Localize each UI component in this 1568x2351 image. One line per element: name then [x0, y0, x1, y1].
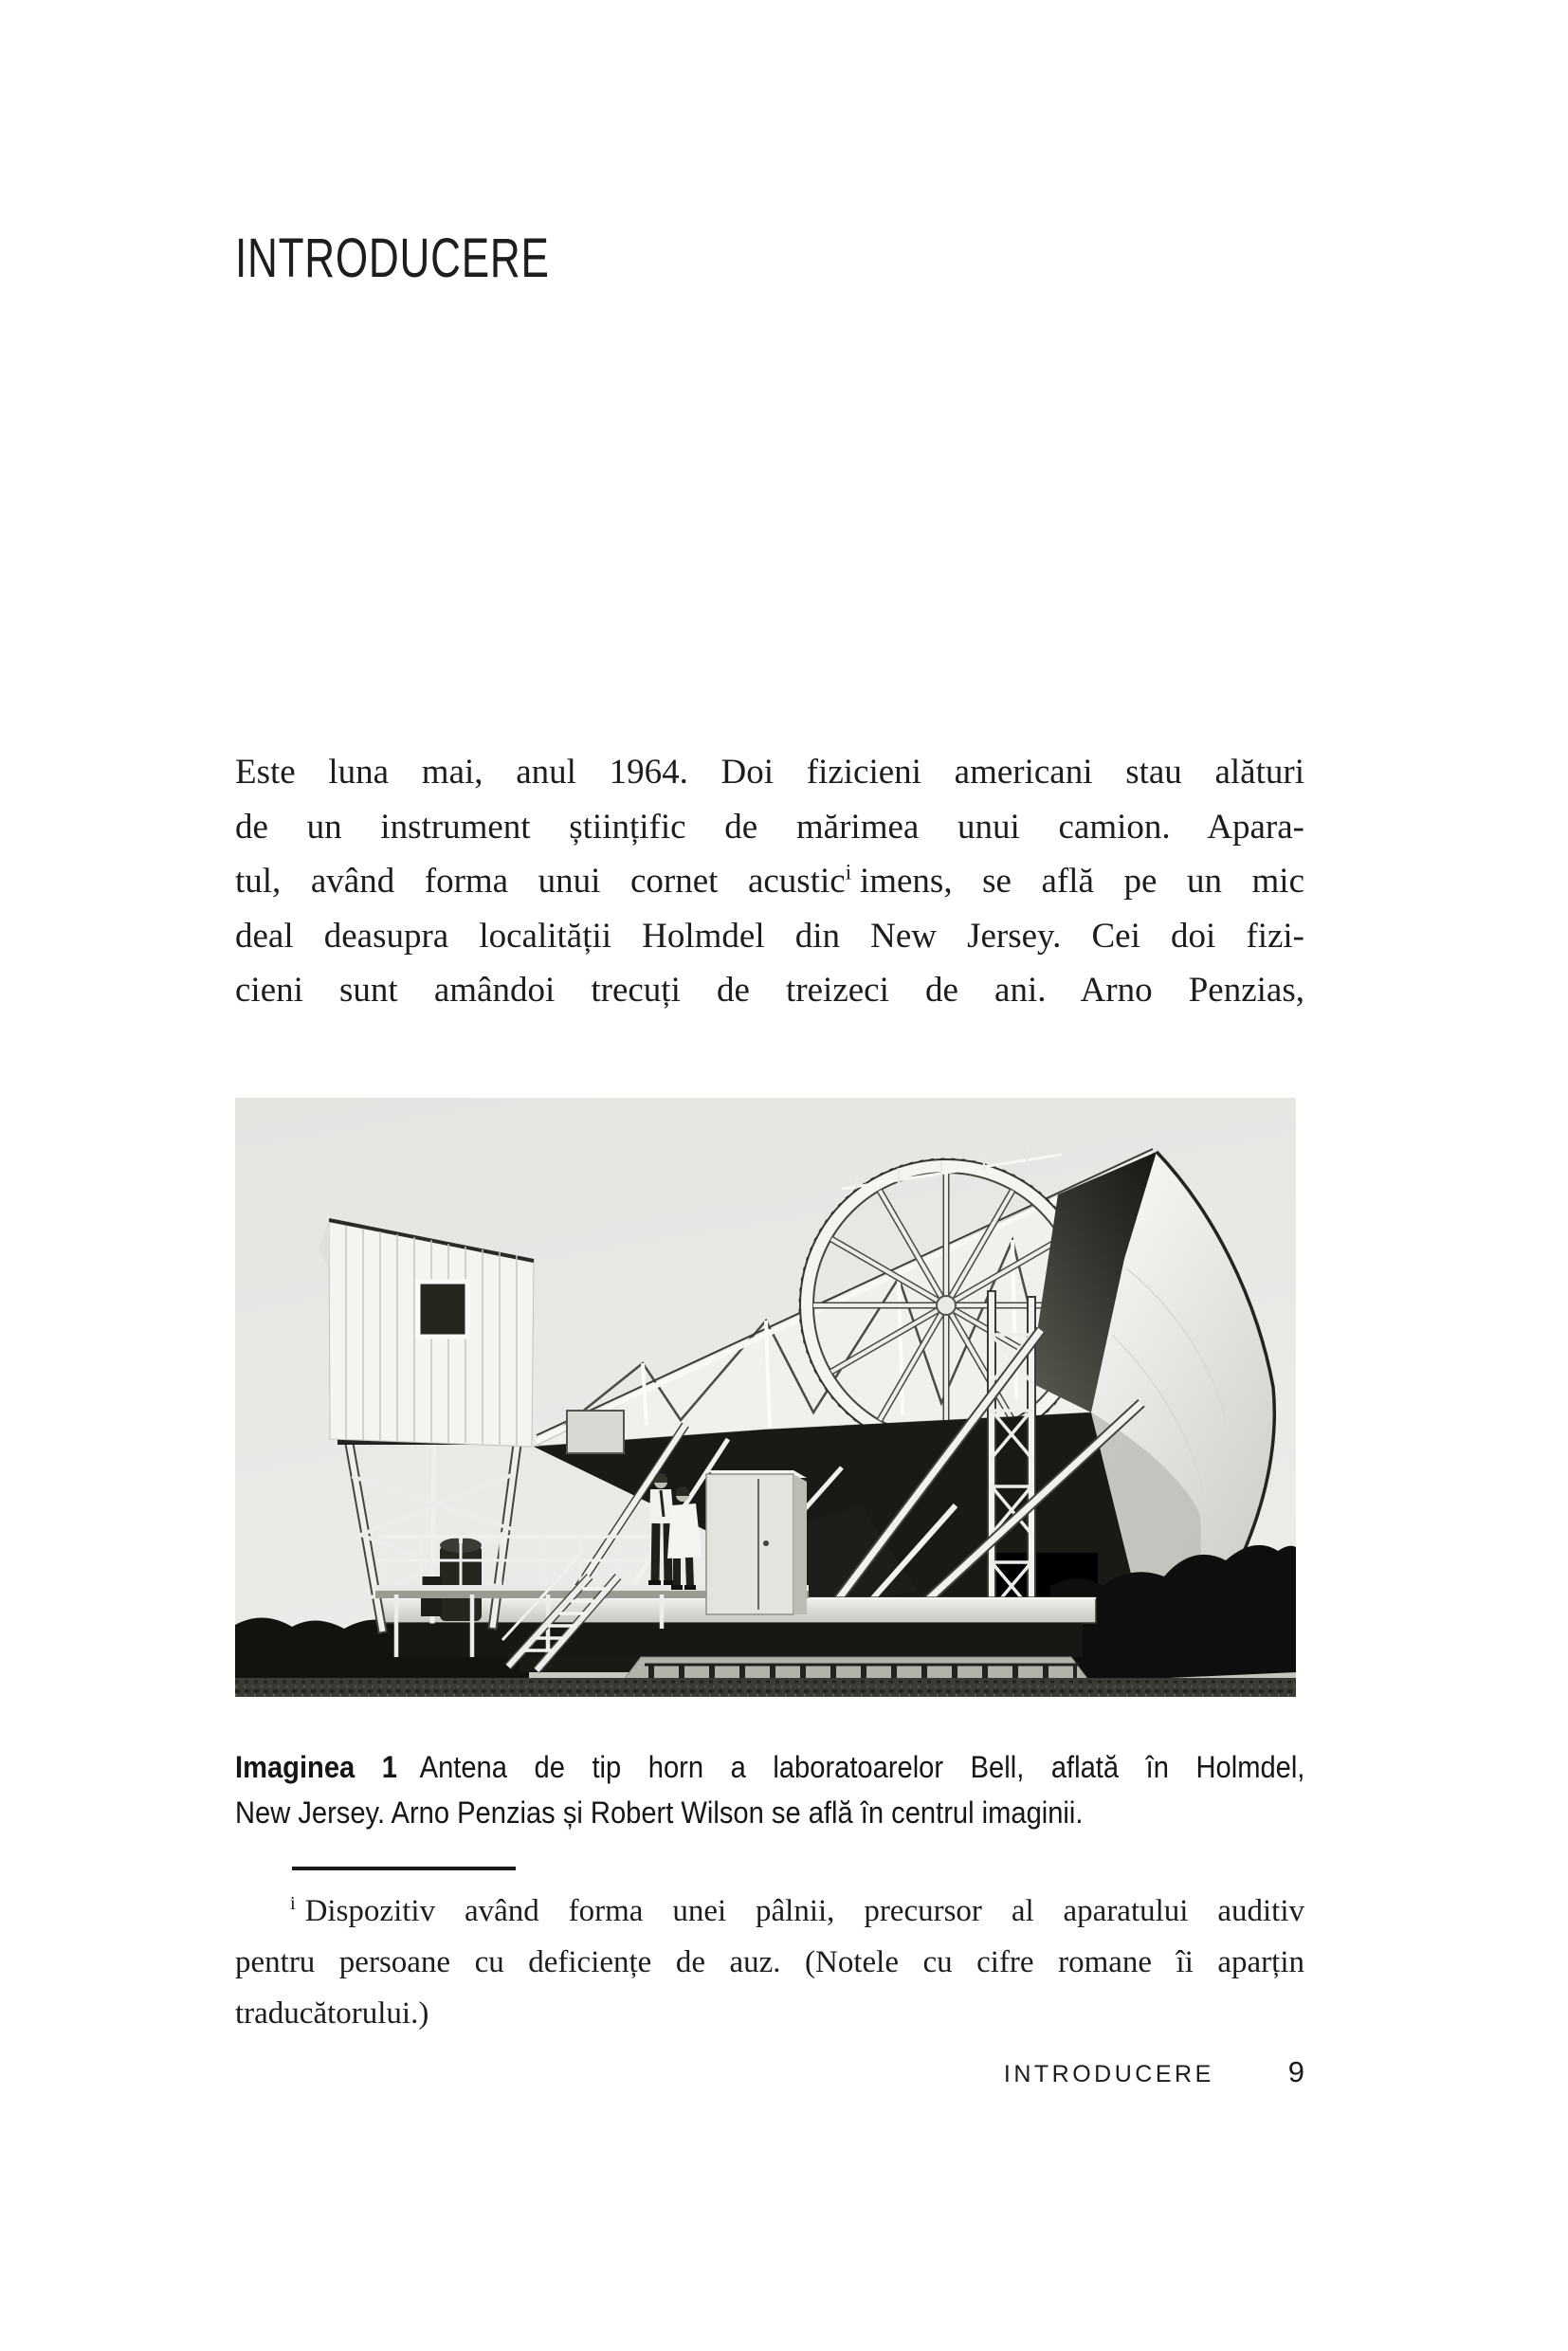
caption-text: Antena de tip horn a laboratoarelor Bell, aflată în Holmdel, — [419, 1750, 1305, 1784]
text-segment: tul, având forma unui cornet acustic — [235, 862, 846, 901]
footnote-line — [235, 1886, 1304, 1937]
grass-field — [235, 1678, 1296, 1697]
footnote-line: traducătorului.) — [235, 1996, 429, 2031]
text-segment: imens, se află pe un mic — [859, 862, 1304, 901]
figure-caption-label: Imaginea 1 — [235, 1750, 397, 1784]
figure-caption — [235, 1744, 1304, 1835]
footer-page-number: 9 — [1287, 2055, 1304, 2088]
figure-photo-horn-antenna — [235, 1098, 1296, 1697]
text-line: deal deasupra localității Holmdel din New Jersey. Cei doi fizi- — [235, 916, 1304, 956]
caption-line: New Jersey. Arno Penzias și Robert Wilson se află în centrul imaginii. — [235, 1795, 1084, 1830]
footnote-marker: i — [290, 1893, 296, 1914]
text-line — [235, 854, 1304, 909]
footer-section: INTRODUCERE — [1003, 2061, 1214, 2087]
footnote-line: pentru persoane cu deficiențe de auz. (Notele cu cifre romane îi aparțin — [235, 1945, 1304, 1979]
caption-line — [235, 1744, 1304, 1790]
text-line: cieni sunt amândoi trecuți de treizeci de ani. Arno Penzias, — [235, 971, 1304, 1010]
text-line: Este luna mai, anul 1964. Doi fizicieni americani stau alături — [235, 753, 1304, 792]
footnote — [235, 1886, 1304, 2039]
footnote-rule — [292, 1867, 516, 1870]
equipment-cabinet — [706, 1470, 807, 1614]
footnote-text: Dispozitiv având forma unei pâlnii, precursor al aparatului auditiv — [304, 1894, 1304, 1928]
cabin-window — [418, 1282, 467, 1337]
horn-antenna-illustration — [235, 1098, 1296, 1697]
body-paragraph — [235, 745, 1304, 1018]
page-title: INTRODUCERE — [235, 227, 550, 289]
text-line: de un instrument științific de mărimea unui camion. Apara- — [235, 807, 1304, 847]
footnote-reference: i — [845, 860, 852, 884]
page-footer — [1004, 2055, 1304, 2089]
